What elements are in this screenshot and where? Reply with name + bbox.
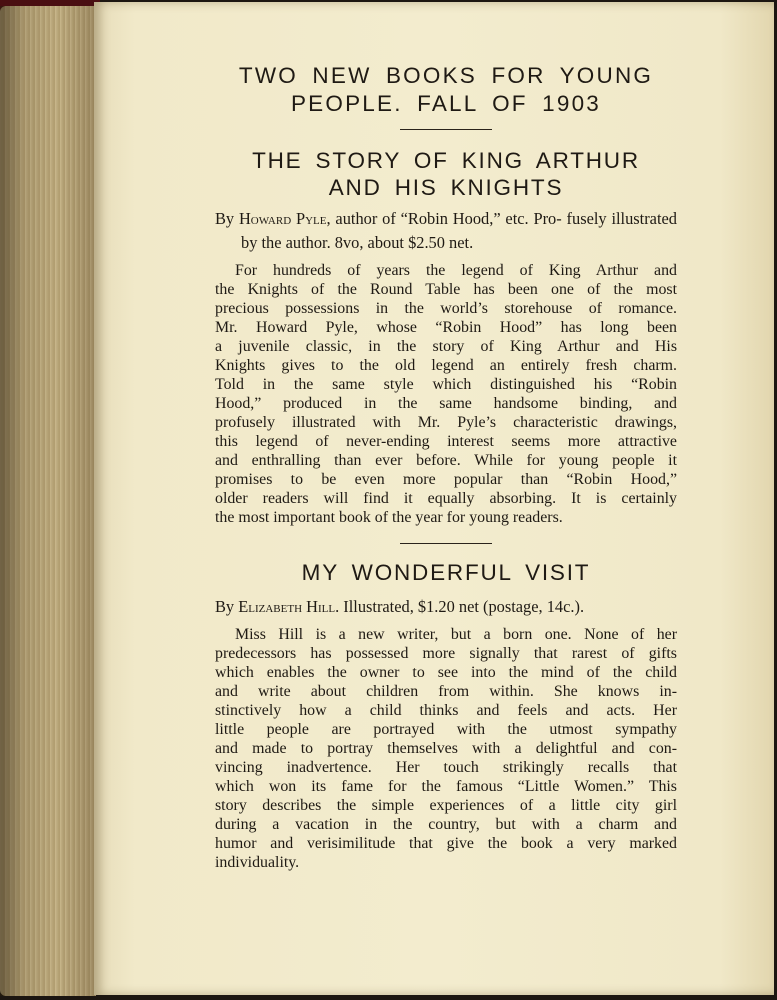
description-line: this legend of never-ending interest seems more attractive bbox=[215, 433, 677, 450]
page-heading-line-1: TWO NEW BOOKS FOR YOUNG bbox=[238, 63, 654, 88]
book-description bbox=[215, 625, 677, 872]
book-title bbox=[215, 559, 677, 586]
book-byline bbox=[215, 595, 677, 619]
byline-details: . Illustrated, $1.20 net (postage, 14c.). bbox=[335, 597, 585, 616]
description-line: the most important book of the year for young readers. bbox=[215, 509, 563, 526]
description-line: the Knights of the Round Table has been one of the most bbox=[215, 281, 677, 298]
book-page-edges bbox=[0, 6, 96, 996]
description-line: older readers will find it equally absorbing. It is certainly bbox=[215, 490, 677, 507]
description-line: a juvenile classic, in the story of King Arthur and His bbox=[215, 338, 677, 355]
description-line: stinctively how a child thinks and feels and acts. Her bbox=[215, 702, 677, 719]
page-content bbox=[215, 62, 677, 872]
description-line: and made to portray themselves with a delightful and con- bbox=[215, 740, 677, 757]
byline-details-continued: fusely illustrated by the author. 8vo, about $2.50 net. bbox=[241, 209, 677, 252]
description-line: precious possessions in the world’s storehouse of romance. bbox=[215, 300, 677, 317]
description-line: which enables the owner to see into the mind of the child bbox=[215, 664, 677, 681]
byline-prefix: By bbox=[215, 209, 239, 228]
description-line: promises to be even more popular than “Robin Hood,” bbox=[215, 471, 677, 488]
page-heading-line-2: PEOPLE. FALL OF 1903 bbox=[290, 91, 602, 116]
section-divider-2 bbox=[400, 543, 492, 544]
byline-prefix: By bbox=[215, 597, 239, 616]
book-title bbox=[215, 147, 677, 201]
description-line: For hundreds of years the legend of King Arthur and bbox=[235, 262, 677, 279]
description-line: Mr. Howard Pyle, whose “Robin Hood” has long been bbox=[215, 319, 677, 336]
description-line: which won its fame for the famous “Little Women.” This bbox=[215, 778, 677, 795]
description-line: Told in the same style which distinguished his “Robin bbox=[215, 376, 677, 393]
book-byline bbox=[215, 207, 677, 255]
page-heading bbox=[215, 62, 677, 118]
description-line: individuality. bbox=[215, 854, 300, 871]
byline-details: , author of “Robin Hood,” etc. Pro- bbox=[326, 209, 562, 228]
book-title-line-1: THE STORY OF KING ARTHUR bbox=[252, 148, 640, 173]
book-entry-my-wonderful-visit bbox=[215, 559, 677, 872]
description-line: and enthralling than ever before. While for young people it bbox=[215, 452, 677, 469]
byline-author: Howard Pyle bbox=[238, 209, 327, 228]
byline-author: Elizabeth Hill bbox=[238, 597, 336, 616]
description-line: during a vacation in the country, but with a charm and bbox=[215, 816, 677, 833]
description-line: humor and verisimilitude that give the book a very marked bbox=[215, 835, 677, 852]
description-line: and write about children from within. She knows in- bbox=[215, 683, 677, 700]
description-line: profusely illustrated with Mr. Pyle’s characteristic drawings, bbox=[215, 414, 677, 431]
section-divider-1 bbox=[400, 129, 492, 130]
description-line: Knights gives to the old legend an entirely fresh charm. bbox=[215, 357, 677, 374]
book-title-line-1: MY WONDERFUL VISIT bbox=[301, 560, 591, 585]
description-line: Hood,” produced in the same handsome binding, and bbox=[215, 395, 677, 412]
description-line: Miss Hill is a new writer, but a born one. None of her bbox=[235, 626, 677, 643]
description-line: vincing inadvertence. Her touch strikingly recalls that bbox=[215, 759, 677, 776]
book-description bbox=[215, 261, 677, 527]
description-line: predecessors has possessed more signally that rarest of gifts bbox=[215, 645, 677, 662]
book-entry-king-arthur bbox=[215, 147, 677, 527]
description-line: little people are portrayed with the utmost sympathy bbox=[215, 721, 677, 738]
description-line: story describes the simple experiences of a little city girl bbox=[215, 797, 677, 814]
book-title-line-2: AND HIS KNIGHTS bbox=[328, 175, 564, 200]
